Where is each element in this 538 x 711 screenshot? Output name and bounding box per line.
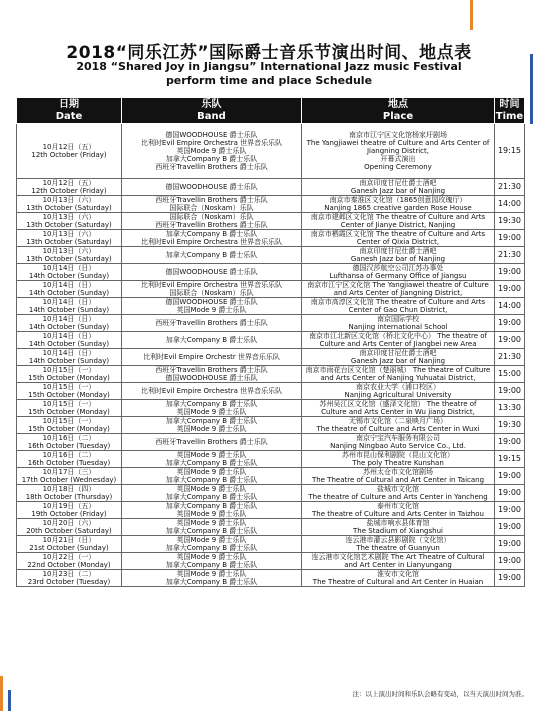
- cell-band-line: 西班牙Travellin Brothers 爵士乐队: [155, 163, 268, 171]
- column-header-time: 时间 Time: [495, 98, 524, 122]
- cell-band: [122, 502, 302, 519]
- cell-time: 21:30: [495, 349, 525, 366]
- cell-time: 19:00: [495, 519, 525, 536]
- cell-date-line: 10月16日（二）: [42, 451, 96, 459]
- cell-band-line: 英国Mode 9 爵士乐队: [176, 519, 247, 527]
- cell-place: [302, 230, 495, 247]
- cell-date: [17, 298, 122, 315]
- cell-band: [122, 247, 302, 264]
- cell-time: 19:30: [495, 417, 525, 434]
- cell-date-line: 15th October (Monday): [28, 425, 110, 433]
- cell-place: [302, 124, 495, 179]
- cell-band-line: 西班牙Travellin Brothers 爵士乐队: [155, 221, 268, 229]
- cell-place-line: Culture and Arts Center of Jiangbei new Area: [319, 340, 477, 348]
- cell-band: [122, 281, 302, 298]
- table-row: [17, 332, 525, 349]
- cell-band-line: 英国Mode 9 爵士乐队: [176, 485, 247, 493]
- cell-band-line: 加拿大Company B 爵士乐队: [165, 578, 258, 586]
- cell-place-line: The poly Theatre Kunshan: [352, 459, 444, 467]
- cell-date-line: 10月15日（一）: [42, 383, 96, 391]
- cell-band: [122, 451, 302, 468]
- cell-date: [17, 400, 122, 417]
- cell-band: [122, 536, 302, 553]
- table-row: [17, 400, 525, 417]
- table-row: [17, 230, 525, 247]
- cell-date: [17, 536, 122, 553]
- cell-date-line: 10月14日（日）: [42, 264, 96, 272]
- cell-date: [17, 417, 122, 434]
- cell-place-line: 盐城市响水县体育馆: [366, 519, 430, 527]
- cell-date-line: 10月23日（二）: [42, 570, 96, 578]
- cell-place-line: 德国汉莎航空公司江苏办事处: [352, 264, 444, 272]
- cell-band-line: 德国WOODHOUSE 爵士乐队: [165, 268, 258, 276]
- cell-place: [302, 553, 495, 570]
- page-title-zh: 2018“同乐江苏”国际爵士音乐节演出时间、地点表: [66, 43, 472, 63]
- cell-band: [122, 196, 302, 213]
- cell-date-line: 10月14日（日）: [42, 349, 96, 357]
- cell-date-line: 14th October (Sunday): [28, 323, 110, 331]
- cell-date: [17, 570, 122, 587]
- cell-date-line: 10月15日（一）: [42, 417, 96, 425]
- cell-band: [122, 298, 302, 315]
- cell-date: [17, 213, 122, 230]
- cell-band-line: 加拿大Company B 爵士乐队: [165, 336, 258, 344]
- cell-band: [122, 434, 302, 451]
- cell-place-line: 南京市雨花台区文化馆（楚丽城） The theatre of Culture: [305, 366, 491, 374]
- table-row: [17, 451, 525, 468]
- cell-date-line: 13th October (Saturday): [26, 255, 112, 263]
- cell-band-line: 德国WOODHOUSE 爵士乐队: [165, 298, 258, 306]
- table-row: [17, 536, 525, 553]
- orange-accent-bar-top: [470, 0, 473, 30]
- cell-date: [17, 281, 122, 298]
- cell-place: [302, 281, 495, 298]
- cell-date-line: 17th October (Wednesday): [21, 476, 117, 484]
- cell-date: [17, 519, 122, 536]
- table-row: [17, 366, 525, 383]
- cell-date-line: 10月18日（四）: [42, 485, 96, 493]
- column-header-band: 乐队 Band: [122, 98, 302, 124]
- cell-date-line: 10月13日（六）: [42, 247, 96, 255]
- cell-place-line: 泰州市文化馆: [377, 502, 419, 510]
- cell-band: [122, 179, 302, 196]
- cell-band-line: 西班牙Travellin Brothers 爵士乐队: [155, 319, 268, 327]
- cell-date-line: 12th October (Friday): [31, 187, 107, 195]
- cell-place-line: 开幕式演出: [380, 155, 416, 163]
- cell-place-line: The Theatre of Cultural and Art Center in Taicang: [311, 476, 485, 484]
- cell-place: [302, 196, 495, 213]
- page-title-en-line-1: 2018 “Shared Joy in Jiangsu” International Jazz music Festival: [76, 60, 462, 73]
- cell-date-line: 14th October (Sunday): [28, 306, 110, 314]
- cell-band-line: 加拿大Company B 爵士乐队: [165, 459, 258, 467]
- cell-time: 19:15: [495, 124, 525, 179]
- cell-band-line: 加拿大Company B 爵士乐队: [165, 155, 258, 163]
- cell-place-line: and Arts Center of Jiangning District,: [333, 289, 463, 297]
- table-row: [17, 196, 525, 213]
- table-row: [17, 468, 525, 485]
- cell-place-line: 连云港市文化馆艺术剧院 The Art Theatre of Cultural: [311, 553, 485, 561]
- cell-date-line: 10月12日（五）: [42, 179, 96, 187]
- cell-place-line: 南京国际学校: [377, 315, 419, 323]
- schedule-table: [16, 97, 525, 587]
- column-header-date: 日期 Date: [17, 98, 122, 124]
- table-body: [17, 124, 525, 587]
- cell-date-line: 20th October (Saturday): [26, 527, 112, 535]
- cell-date: [17, 502, 122, 519]
- cell-band-line: 比利时Evil Empire Orchestra 世界音乐乐队: [140, 238, 283, 246]
- cell-band: [122, 366, 302, 383]
- cell-place-line: Nanjing international School: [348, 323, 448, 331]
- cell-place-line: 南京印度甘尼仕爵士酒吧: [359, 349, 437, 357]
- cell-date-line: 19th October (Friday): [31, 510, 107, 518]
- cell-time: 19:00: [495, 570, 525, 587]
- cell-band-line: 英国Mode 9 爵士乐队: [176, 306, 247, 314]
- cell-place-line: 南京市秦淮区文化馆（1865创意园玫瑰厅）: [329, 196, 467, 204]
- cell-place-line: The theatre of Culture and Arts Center in Yancheng: [308, 493, 488, 501]
- cell-place: [302, 298, 495, 315]
- cell-time: 13:30: [495, 400, 525, 417]
- cell-date-line: 10月13日（六）: [42, 196, 96, 204]
- cell-place: [302, 247, 495, 264]
- cell-band-line: 英国Mode 9 爵士乐队: [176, 408, 247, 416]
- cell-place-line: The Theatre of Cultural and Art Center in Huaian: [312, 578, 484, 586]
- cell-date-line: 15th October (Monday): [28, 408, 110, 416]
- cell-place-line: Center of Qixia District,: [356, 238, 440, 246]
- cell-place-line: The theatre of Guanyun: [356, 544, 440, 552]
- cell-place-line: 南京市江北新区文化馆（桥北文化中心） The theatre of: [309, 332, 487, 340]
- cell-band: [122, 264, 302, 281]
- cell-band: [122, 349, 302, 366]
- table-row: [17, 349, 525, 366]
- table-row: [17, 502, 525, 519]
- cell-date-line: 21st October (Sunday): [29, 544, 109, 552]
- cell-time: 19:00: [495, 264, 525, 281]
- cell-place: [302, 434, 495, 451]
- cell-band-line: 加拿大Company B 爵士乐队: [165, 527, 258, 535]
- cell-date: [17, 332, 122, 349]
- cell-band: [122, 400, 302, 417]
- cell-band-line: 德国WOODHOUSE 爵士乐队: [165, 374, 258, 382]
- cell-date-line: 10月13日（六）: [42, 230, 96, 238]
- cell-place-line: Nanjing Ningbao Auto Service Co., Ltd.: [330, 442, 466, 450]
- cell-band-line: 国际联合（Noskam）乐队: [169, 289, 254, 297]
- cell-place: [302, 383, 495, 400]
- cell-time: 21:30: [495, 247, 525, 264]
- cell-date-line: 10月13日（六）: [42, 213, 96, 221]
- cell-band-line: 加拿大Company B 爵士乐队: [165, 251, 258, 259]
- cell-band-line: 英国Mode 9 爵士乐队: [176, 147, 247, 155]
- cell-place-line: 苏州太仓市文化馆剧场: [363, 468, 433, 476]
- cell-band-line: 比利时Evil Empire Orchestr 世界音乐乐队: [143, 353, 280, 361]
- cell-place-line: 南京市高淳区文化馆 The theatre of Culture and Arts: [310, 298, 486, 306]
- cell-date-line: 10月14日（日）: [42, 315, 96, 323]
- cell-time: 19:00: [495, 230, 525, 247]
- cell-date-line: 23rd October (Tuesday): [27, 578, 111, 586]
- cell-place-line: 南京市栖霞区文化馆 The theatre of Culture and Arts: [310, 230, 486, 238]
- cell-place-line: Jiangning District,: [366, 147, 430, 155]
- cell-date-line: 10月20日（六）: [42, 519, 96, 527]
- cell-date: [17, 124, 122, 179]
- cell-place-line: 南京市建邺区文化馆 The theatre of Culture and Arts: [310, 213, 486, 221]
- cell-place-line: Nanjing Agricultural University: [344, 391, 452, 399]
- cell-date: [17, 230, 122, 247]
- cell-date: [17, 366, 122, 383]
- cell-date: [17, 468, 122, 485]
- cell-place-line: Opening Ceremony: [364, 163, 432, 171]
- cell-date-line: 15th October (Monday): [28, 391, 110, 399]
- cell-place-line: and Art Center in Lianyungang: [344, 561, 452, 569]
- cell-place-line: Nanjing 1865 creative garden Rose House: [324, 204, 472, 212]
- cell-date-line: 13th October (Saturday): [26, 221, 112, 229]
- cell-time: 19:15: [495, 451, 525, 468]
- table-row: [17, 485, 525, 502]
- cell-date: [17, 247, 122, 264]
- cell-date-line: 16th October (Tuesday): [27, 442, 111, 450]
- cell-band: [122, 124, 302, 179]
- cell-place: [302, 451, 495, 468]
- cell-date: [17, 553, 122, 570]
- cell-place: [302, 570, 495, 587]
- cell-date-line: 10月14日（日）: [42, 298, 96, 306]
- cell-date-line: 10月22日（一）: [42, 553, 96, 561]
- cell-place: [302, 332, 495, 349]
- cell-place-line: Ganesh Jazz bar of Nanjing: [350, 357, 446, 365]
- cell-band-line: 比利时Evil Empire Orchestra 世界音乐乐队: [140, 139, 283, 147]
- table-row: [17, 315, 525, 332]
- cell-place-line: Culture and Arts Center in Wu jiang District,: [321, 408, 475, 416]
- cell-band: [122, 570, 302, 587]
- cell-date: [17, 315, 122, 332]
- cell-time: 19:30: [495, 213, 525, 230]
- cell-date-line: 12th October (Friday): [31, 151, 107, 159]
- cell-place: [302, 179, 495, 196]
- blue-accent-bar-bottom: [8, 690, 11, 711]
- cell-place: [302, 366, 495, 383]
- cell-place-line: Lufthansa of Germany Office of Jiangsu: [329, 272, 467, 280]
- cell-place: [302, 502, 495, 519]
- table-row: [17, 417, 525, 434]
- cell-place: [302, 417, 495, 434]
- cell-date-line: 14th October (Sunday): [28, 289, 110, 297]
- cell-date-line: 10月17日（三）: [42, 468, 96, 476]
- cell-place-line: The Stadium of Xiangshui: [353, 527, 443, 535]
- cell-time: 19:00: [495, 485, 525, 502]
- table-row: [17, 383, 525, 400]
- cell-place-line: Ganesh Jazz bar of Nanjing: [350, 255, 446, 263]
- cell-time: 19:00: [495, 383, 525, 400]
- cell-place-line: 南京宁宝汽车服务有限公司: [356, 434, 440, 442]
- table-row: [17, 570, 525, 587]
- cell-date-line: 18th October (Thursday): [25, 493, 113, 501]
- cell-place: [302, 536, 495, 553]
- table-row: [17, 213, 525, 230]
- cell-band-line: 加拿大Company B 爵士乐队: [165, 561, 258, 569]
- footnote: 注：以上演出时间和乐队会略有变动，以当天演出时间为准。: [352, 690, 528, 698]
- cell-time: 19:00: [495, 332, 525, 349]
- cell-date-line: 14th October (Sunday): [28, 357, 110, 365]
- cell-place-line: 苏州市昆山保利剧院（昆山文化馆）: [342, 451, 454, 459]
- cell-band-line: 加拿大Company B 爵士乐队: [165, 544, 258, 552]
- cell-band-line: 德国WOODHOUSE 爵士乐队: [165, 183, 258, 191]
- cell-band-line: 加拿大Company B 爵士乐队: [165, 476, 258, 484]
- cell-time: 19:00: [495, 315, 525, 332]
- cell-place-line: The theatre of Culture and Arts Center in Wuxi: [316, 425, 480, 433]
- cell-band-line: 德国WOODHOUSE 爵士乐队: [165, 131, 258, 139]
- cell-band-line: 英国Mode 9 爵士乐队: [176, 536, 247, 544]
- cell-time: 14:00: [495, 196, 525, 213]
- cell-date: [17, 485, 122, 502]
- cell-band-line: 加拿大Company B 爵士乐队: [165, 417, 258, 425]
- cell-time: 21:30: [495, 179, 525, 196]
- cell-place: [302, 519, 495, 536]
- table-row: [17, 179, 525, 196]
- table-row: [17, 298, 525, 315]
- cell-band-line: 英国Mode 9 爵士乐队: [176, 425, 247, 433]
- cell-band-line: 比利时Evil Empire Orchestra 世界音乐乐队: [140, 281, 283, 289]
- cell-place-line: Center of Jianye District, Nanjing: [340, 221, 456, 229]
- cell-date-line: 10月12日（五）: [42, 143, 96, 151]
- cell-date-line: 10月15日（一）: [42, 366, 96, 374]
- cell-place: [302, 468, 495, 485]
- cell-band-line: 国际联合（Noskam）乐队: [169, 204, 254, 212]
- table-row: [17, 553, 525, 570]
- cell-band-line: 国际联合（Noskam）乐队: [169, 213, 254, 221]
- cell-place-line: 南京印度甘尼仕爵士酒吧: [359, 247, 437, 255]
- table-header-row: [17, 98, 525, 124]
- cell-place-line: and Arts Center of Nanjing Yuhuatai District,: [320, 374, 476, 382]
- cell-time: 19:00: [495, 536, 525, 553]
- cell-time: 19:00: [495, 468, 525, 485]
- orange-accent-bar-bottom: [0, 676, 3, 711]
- cell-date-line: 10月21日（日）: [42, 536, 96, 544]
- table-row: [17, 434, 525, 451]
- cell-band: [122, 553, 302, 570]
- page-title-en-line-2: perform time and place Schedule: [165, 74, 373, 87]
- table-row: [17, 281, 525, 298]
- cell-place-line: Center of Gao Chun District,: [348, 306, 448, 314]
- cell-date-line: 14th October (Sunday): [28, 340, 110, 348]
- cell-band-line: 比利时Evil Empire Orchestra 世界音乐乐队: [140, 387, 283, 395]
- cell-place-line: 南京市江宁区文化馆 The Yangjiawei theatre of Culture: [307, 281, 489, 289]
- cell-band-line: 西班牙Travellin Brothers 爵士乐队: [155, 196, 268, 204]
- cell-time: 19:00: [495, 502, 525, 519]
- cell-band-line: 英国Mode 9 爵士乐队: [176, 553, 247, 561]
- cell-place-line: 南京市江宁区文化馆杨家圩剧场: [349, 131, 447, 139]
- cell-band: [122, 468, 302, 485]
- cell-band: [122, 230, 302, 247]
- cell-date-line: 16th October (Tuesday): [27, 459, 111, 467]
- cell-place-line: 连云港市灌云县影剧院（文化馆）: [345, 536, 451, 544]
- cell-band-line: 加拿大Company B 爵士乐队: [165, 493, 258, 501]
- cell-place: [302, 264, 495, 281]
- cell-time: 19:00: [495, 434, 525, 451]
- column-header-place: 地点 Place: [302, 98, 495, 124]
- cell-date: [17, 196, 122, 213]
- table-row: [17, 519, 525, 536]
- cell-place-line: The Yangjiawei theatre of Culture and Arts Center of: [306, 139, 490, 147]
- cell-band-line: 西班牙Travellin Brothers 爵士乐队: [155, 438, 268, 446]
- cell-band: [122, 417, 302, 434]
- cell-band: [122, 213, 302, 230]
- cell-band-line: 加拿大Company B 爵士乐队: [165, 230, 258, 238]
- cell-band-line: 加拿大Company B 爵士乐队: [165, 400, 258, 408]
- cell-time: 15:00: [495, 366, 525, 383]
- cell-date: [17, 264, 122, 281]
- cell-band-line: 英国Mode 9 爵士乐队: [176, 570, 247, 578]
- table-row: [17, 264, 525, 281]
- cell-band: [122, 332, 302, 349]
- page-title-en: [0, 60, 538, 88]
- cell-place-line: 淮安市文化馆: [377, 570, 419, 578]
- cell-time: 19:00: [495, 281, 525, 298]
- cell-date-line: 14th October (Sunday): [28, 272, 110, 280]
- cell-place: [302, 213, 495, 230]
- cell-place: [302, 315, 495, 332]
- cell-time: 14:00: [495, 298, 525, 315]
- table-row: [17, 124, 525, 179]
- cell-date-line: 22nd October (Monday): [27, 561, 111, 569]
- cell-band-line: 英国Mode 9 爵士乐队: [176, 451, 247, 459]
- cell-date: [17, 349, 122, 366]
- cell-place-line: Ganesh Jazz bar of Nanjing: [350, 187, 446, 195]
- cell-band: [122, 383, 302, 400]
- cell-band: [122, 315, 302, 332]
- cell-band: [122, 519, 302, 536]
- cell-date-line: 15th October (Monday): [28, 374, 110, 382]
- cell-date-line: 10月16日（二）: [42, 434, 96, 442]
- cell-date: [17, 434, 122, 451]
- cell-place-line: 盐城市文化馆: [377, 485, 419, 493]
- cell-band: [122, 485, 302, 502]
- cell-place-line: 无锡市文化馆（二泉映月广场）: [349, 417, 447, 425]
- cell-date-line: 10月14日（日）: [42, 332, 96, 340]
- cell-time: 19:00: [495, 553, 525, 570]
- cell-band-line: 西班牙Travellin Brothers 爵士乐队: [155, 366, 268, 374]
- cell-place: [302, 485, 495, 502]
- table-row: [17, 247, 525, 264]
- cell-date: [17, 179, 122, 196]
- cell-date-line: 10月19日（五）: [42, 502, 96, 510]
- cell-date-line: 10月15日（一）: [42, 400, 96, 408]
- cell-band-line: 英国Mode 9 爵士乐队: [176, 468, 247, 476]
- cell-band-line: 加拿大Company B 爵士乐队: [165, 502, 258, 510]
- cell-place-line: 南京农业大学（浦口校区）: [356, 383, 440, 391]
- cell-date: [17, 383, 122, 400]
- cell-date: [17, 451, 122, 468]
- cell-place-line: The theatre of Culture and Arts Center in Taizhou: [312, 510, 484, 518]
- cell-date-line: 13th October (Saturday): [26, 238, 112, 246]
- cell-place: [302, 349, 495, 366]
- cell-date-line: 10月14日（日）: [42, 281, 96, 289]
- cell-place-line: 南京印度甘尼仕爵士酒吧: [359, 179, 437, 187]
- cell-date-line: 13th October (Saturday): [26, 204, 112, 212]
- cell-place: [302, 400, 495, 417]
- cell-band-line: 英国Mode 9 爵士乐队: [176, 510, 247, 518]
- cell-place-line: 苏州吴江区文化馆（盛泽文化馆） The theatre of: [319, 400, 477, 408]
